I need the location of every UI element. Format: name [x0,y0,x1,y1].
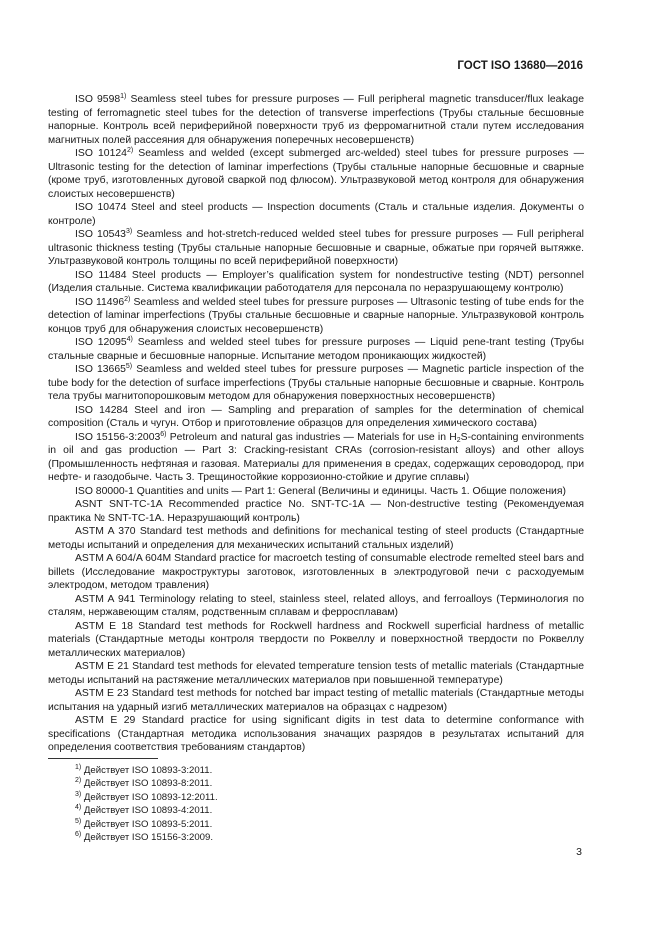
footnote-marker: 6) [160,430,167,438]
reference-entry: ISO 80000-1 Quantities and units — Part 1: General (Величины и единицы. Часть 1. Общие положения) [75,485,566,497]
reference-entry: ISO 13665$^{5)}$ Seamless and welded steel tubes for pressure purposes — Magnetic particle inspection of the tube body for the detection of surface imperfections (Трубы стальные напорные бесшовные и сварные. Контроль тела трубы магнитопорошковым методом для обнаружения поверхностных несовершенств) [48,363,584,402]
footnote: $^{1)}$ Действует ISO 10893-3:2011. [75,764,213,776]
reference-entry: ASTM E 21 Standard test methods for elevated temperature tension tests of metallic materials (Стандартные методы испытаний на растяжение металлических материалов при повышенной температуре) [48,661,584,686]
footnote-marker: 2) [126,147,134,154]
reference-entry: ISO 10474 Steel and steel products — Inspection documents (Сталь и стальные изделия. Документы о контроле) [48,202,584,227]
reference-entry: ISO 10543$^{3)}$ Seamless and hot-stretch-reduced welded steel tubes for pressure purposes — Full peripheral ultrasonic thickness testing (Трубы стальные напорные бесшовные и сварные, обжатые при горячей вытяжке. Ультразвуковой контроль толщины по всей периферийной поверхности) [48,228,584,267]
footnote: $^{4)}$ Действует ISO 10893-4:2011. [75,804,213,817]
reference-entry: ISO 11484 Steel products — Employer’s qualification system for nondestructive testing (NDT) personnel (Изделия стальные. Система квалификации работодателя для персонала по неразрушающему контролю) [48,269,584,294]
footnote-marker: 3) [125,228,133,235]
reference-entry: ASTM E 18 Standard test methods for Rockwell hardness and Rockwell superficial hardness of metallic materials (Стандартные методы контроля твердости по Роквеллу и поверхностной твердости по Роквеллу металлических материалов) [48,620,584,659]
reference-entry: ASTM A 370 Standard test methods and definitions for mechanical testing of steel products (Стандартные методы испытаний и определения для механических испытаний стальных изделий) [48,526,584,551]
footnote: $^{5)}$ Действует ISO 10893-5:2011. [75,817,213,830]
reference-entry: ASNT SNT-TC-1A Recommended practice No. SNT-TC-1A — Non-destructive testing (Рекомендуемая практика № SNT-TC-1A. Неразрушающий контроль) [48,499,584,524]
document-header: ГОСТ ISO 13680—2016 [457,60,583,72]
footnote-marker: 5) [125,363,133,370]
footnote: $^{3)}$ Действует ISO 10893-12:2011. [75,790,218,803]
reference-entry: ISO 14284 Steel and iron — Sampling and preparation of samples for the determination of chemical composition (Сталь и чугун. Отбор и приготовление образцов для определения химического состава) [48,404,584,429]
reference-entry: ASTM A 941 Terminology relating to steel, stainless steel, related alloys, and ferroalloys (Терминология по сталям, нержавеющим сталям, родственным сплавам и ферросплавам) [48,593,584,618]
footnote-divider [48,758,158,759]
reference-entry: ISO 9598$^{1)}$ Seamless steel tubes for pressure purposes — Full peripheral magnetic transducer/flux leakage testing of ferromagnetic steel tubes for the detection of transverse imperfections (Трубы стальные бесшовные напорные. Контроль всей периферийной поверхности труб из ферромагнитной стали путем исследования магнитных полей рассеяния для обнаружения поперечных несовершенств) [48,93,584,146]
reference-entry: ASTM E 23 Standard test methods for notched bar impact testing of metallic materials (Стандартные методы испытания на ударный изгиб металлических материалов на образцах с надрезом) [48,688,584,713]
normative-references-list [48,93,584,755]
footnote-marker: 2) [124,295,131,303]
subscript: 2 [456,436,461,444]
reference-entry: ISO 10124$^{2)}$ Seamless and welded (except submerged arc-welded) steel tubes for pressure purposes — Ultrasonic testing for the detection of laminar imperfections (Трубы стальные напорные бесшовные и сварные (кроме труб, изготовленных дуговой сваркой под флюсом). Ультразвуковой метод контроля для обнаружения слоистых несовершенств) [48,147,585,200]
reference-entry: ASTM E 29 Standard practice for using significant digits in test data to determine conformance with specifications (Стандартная методика использования значащих разрядов в результатах испытаний для определения соответствия требованиям стандартов) [48,715,584,753]
footnote-marker: 1) [120,93,127,100]
reference-entry: ISO 11496$^{2)}$ Seamless and welded steel tubes for pressure purposes — Ultrasonic testing of tube ends for the detection of laminar imperfections (Трубы стальные бесшовные и сварные напорные. Ультразвуковой контроль концов труб для обнаружения слоистых несовершенств) [48,295,584,335]
reference-entry: ISO 12095$^{4)}$ Seamless and welded steel tubes for pressure purposes — Liquid pene-trant testing (Трубы стальные сварные и бесшовные напорные. Испытание методом проникающих жидкостей) [48,336,584,362]
footnote-marker: 4) [126,336,133,343]
reference-entry: ISO 15156-3:2003$^{6)}$ Petroleum and natural gas industries — Materials for use in $H_2S$-containing environments in oil and gas production — Part 3: Cracking-resistant CRAs (corrosion-resistant alloys) and other alloys (Промышленность нефтяная и газовая. Материалы для применения в средах, содержащих сероводород, при нефте- и газодобыче. Часть 3. Трещиностойкие коррозионно-стойкие и другие сплавы) [48,430,585,483]
footnote: $^{2)}$ Действует ISO 10893-8:2011. [75,777,213,790]
footnotes [48,764,218,844]
reference-entry: ASTM A 604/A 604M Standard practice for macroetch testing of consumable electrode remelted steel bars and billets (Исследование макроструктуры заготовок, изготовленных в электродуговой печи с расходуемым электродом, методом травления) [48,553,584,591]
footnote: $^{6)}$ Действует ISO 15156-3:2009. [75,831,214,844]
page-number: 3 [576,846,582,858]
